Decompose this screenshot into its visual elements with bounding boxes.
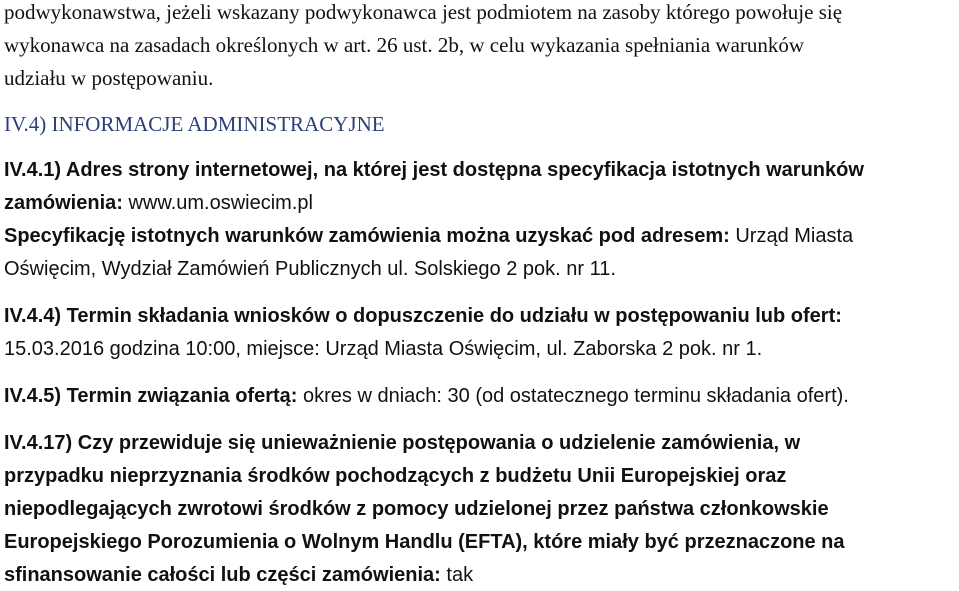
item-4-4-value: 15.03.2016 godzina 10:00, miejsce: Urząd Miasta Oświęcim, ul. Zaborska 2 pok. nr 1. [4, 338, 763, 360]
item-4-5-label: IV.4.5) Termin związania ofertą: [4, 385, 298, 407]
intro-line-3: udziału w postępowaniu. [4, 66, 214, 90]
item-4-17-line-5 [4, 563, 473, 587]
item-4-17-line-3: niepodlegających zwrotowi środków z pomocy udzielonej przez państwa członkowskie [4, 498, 829, 520]
item-4-17-line-4: Europejskiego Porozumienia o Wolnym Handlu (EFTA), które miały być przeznaczone na [4, 531, 845, 553]
spec-address-label: Specyfikację istotnych warunków zamówienia można uzyskać pod adresem: [4, 225, 730, 247]
item-4-1-label-line-2: zamówienia: [4, 192, 123, 214]
item-4-1-label-line-1: IV.4.1) Adres strony internetowej, na której jest dostępna specyfikacja istotnych warunków [4, 159, 864, 181]
section-heading: IV.4) INFORMACJE ADMINISTRACYJNE [4, 112, 385, 136]
item-4-17-value: tak [446, 564, 474, 586]
spec-address-line-1 [4, 224, 853, 248]
spec-address-value: Urząd Miasta [735, 225, 854, 247]
spec-address-line-2: Oświęcim, Wydział Zamówień Publicznych ul. Solskiego 2 pok. nr 11. [4, 258, 616, 280]
intro-line-2: wykonawca na zasadach określonych w art. 26 ust. 2b, w celu wykazania spełniania warunków [4, 33, 805, 57]
item-4-5-line [4, 384, 849, 408]
item-4-1-line-2 [4, 191, 313, 215]
item-4-17-label-end: sfinansowanie całości lub części zamówienia: [4, 564, 441, 586]
item-4-17-line-1: IV.4.17) Czy przewiduje się unieważnienie postępowania o udzielenie zamówienia, w [4, 432, 801, 454]
intro-line-1: podwykonawstwa, jeżeli wskazany podwykonawca jest podmiotem na zasoby którego powołuje się [4, 0, 843, 24]
item-4-4-label: IV.4.4) Termin składania wniosków o dopuszczenie do udziału w postępowaniu lub ofert: [4, 305, 842, 327]
item-4-17-line-2: przypadku nieprzyznania środków pochodzących z budżetu Unii Europejskiej oraz [4, 465, 787, 487]
specification-url: www.um.oswiecim.pl [128, 192, 313, 214]
item-4-5-value: okres w dniach: 30 (od ostatecznego terminu składania ofert). [303, 385, 849, 407]
